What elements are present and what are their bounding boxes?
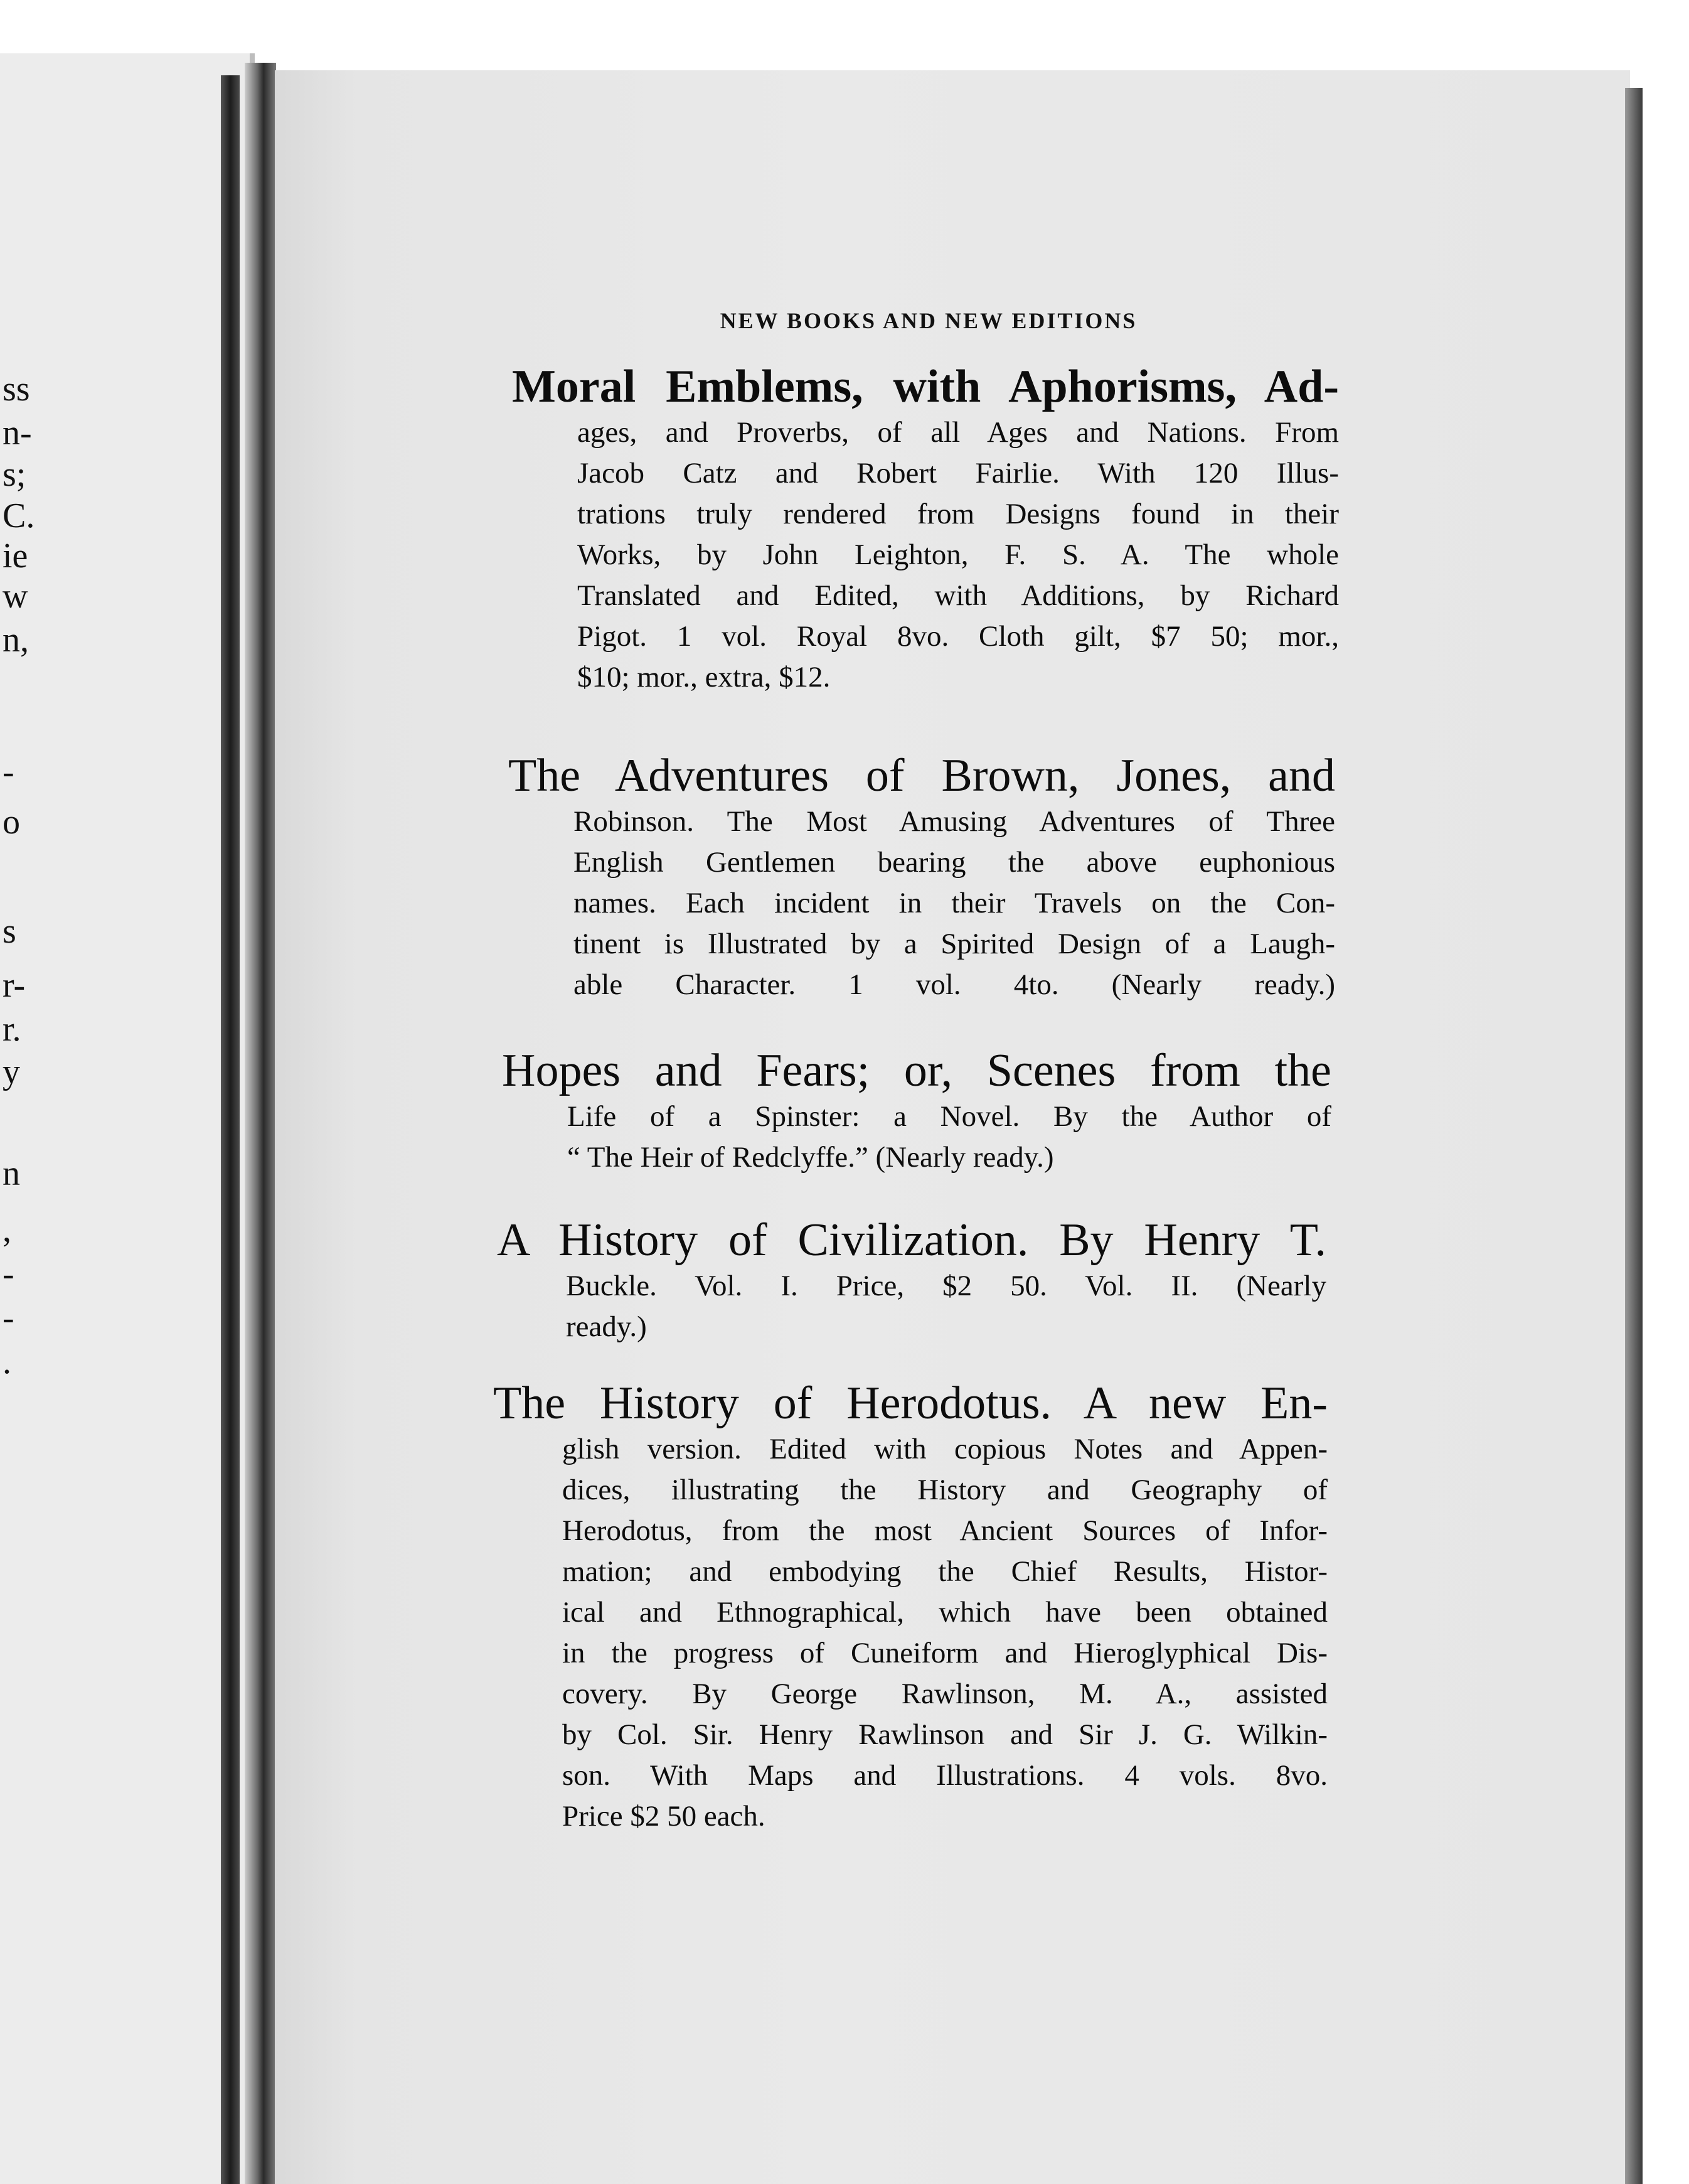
entry-title: A History of Civilization. By Henry T. [497,1214,1326,1266]
margin-fragment: w [3,577,28,616]
margin-fragment: r- [3,966,26,1005]
description-line: tinent is Illustrated by a Spirited Design of a Laugh- [573,928,1335,960]
description-line: English Gentlemen bearing the above euphonious [573,846,1335,879]
book-entry [502,1045,1331,1178]
description-line: mation; and embodying the Chief Results, Histor- [562,1555,1328,1588]
book-entry [493,1378,1328,1837]
entry-description [562,1429,1328,1837]
book-entry [508,750,1335,1005]
description-line: Robinson. The Most Amusing Adventures of Three [573,805,1335,838]
book-gutter [245,63,276,2184]
margin-fragment: o [3,803,20,842]
left-facing-page [0,53,255,2184]
entry-title: The History of Herodotus. A new En- [493,1378,1328,1429]
description-line: Translated and Edited, with Additions, by Richard [577,579,1339,612]
margin-fragment: - [3,752,14,791]
book-entry [497,1214,1326,1347]
margin-fragment: r. [3,1010,21,1049]
description-line: trations truly rendered from Designs found in their [577,498,1339,530]
entry-title: Hopes and Fears; or, Scenes from the [502,1045,1331,1096]
description-line: in the progress of Cuneiform and Hieroglyphical Dis- [562,1637,1328,1669]
margin-fragment: , [3,1211,11,1250]
margin-fragment: ie [3,537,28,575]
margin-fragment: s [3,912,16,951]
margin-fragment: y [3,1052,20,1091]
page-edge [1625,88,1643,2184]
description-line: Herodotus, from the most Ancient Sources of Infor- [562,1514,1328,1547]
entry-description [567,1096,1331,1178]
margin-fragment: . [3,1342,11,1381]
description-line: “ The Heir of Redclyffe.” (Nearly ready.) [567,1141,1054,1174]
description-line: by Col. Sir. Henry Rawlinson and Sir J. G. Wilkin- [562,1718,1328,1751]
description-line: names. Each incident in their Travels on the Con- [573,887,1335,919]
book-entry [512,361,1339,698]
description-line: ical and Ethnographical, which have been obtained [562,1596,1328,1629]
entry-title: The Adventures of Brown, Jones, and [508,750,1335,801]
margin-fragment: n- [3,414,32,452]
description-line: Life of a Spinster: a Novel. By the Author of [567,1100,1331,1133]
margin-fragment: - [3,1298,14,1337]
margin-fragment: ss [3,370,30,409]
description-line: glish version. Edited with copious Notes and Appen- [562,1433,1328,1465]
description-line: son. With Maps and Illustrations. 4 vols. 8vo. [562,1759,1328,1792]
description-line: covery. By George Rawlinson, M. A., assisted [562,1678,1328,1710]
entry-description [566,1266,1326,1347]
margin-fragment: - [3,1255,14,1293]
description-line: $10; mor., extra, $12. [577,661,831,693]
description-line: Jacob Catz and Robert Fairlie. With 120 Illus- [577,457,1339,490]
entry-description [577,412,1339,698]
description-line: Price $2 50 each. [562,1800,765,1833]
description-line: Works, by John Leighton, F. S. A. The whole [577,538,1339,571]
entry-description [573,801,1335,1005]
margin-fragment: n, [3,621,29,660]
margin-fragment: C. [3,496,35,535]
book-spine [221,75,240,2184]
margin-fragment: n [3,1154,20,1193]
description-line: able Character. 1 vol. 4to. (Nearly ready.) [573,968,1335,1001]
description-line: dices, illustrating the History and Geography of [562,1474,1328,1506]
description-line: ages, and Proverbs, of all Ages and Nations. From [577,416,1339,449]
margin-fragment: s; [3,455,26,494]
description-line: Pigot. 1 vol. Royal 8vo. Cloth gilt, $7 50; mor., [577,620,1339,653]
description-line: Buckle. Vol. I. Price, $2 50. Vol. II. (Nearly [566,1270,1326,1302]
entry-title: Moral Emblems, with Aphorisms, Ad- [512,361,1339,412]
description-line: ready.) [566,1310,647,1343]
running-head: NEW BOOKS AND NEW EDITIONS [720,308,1138,333]
